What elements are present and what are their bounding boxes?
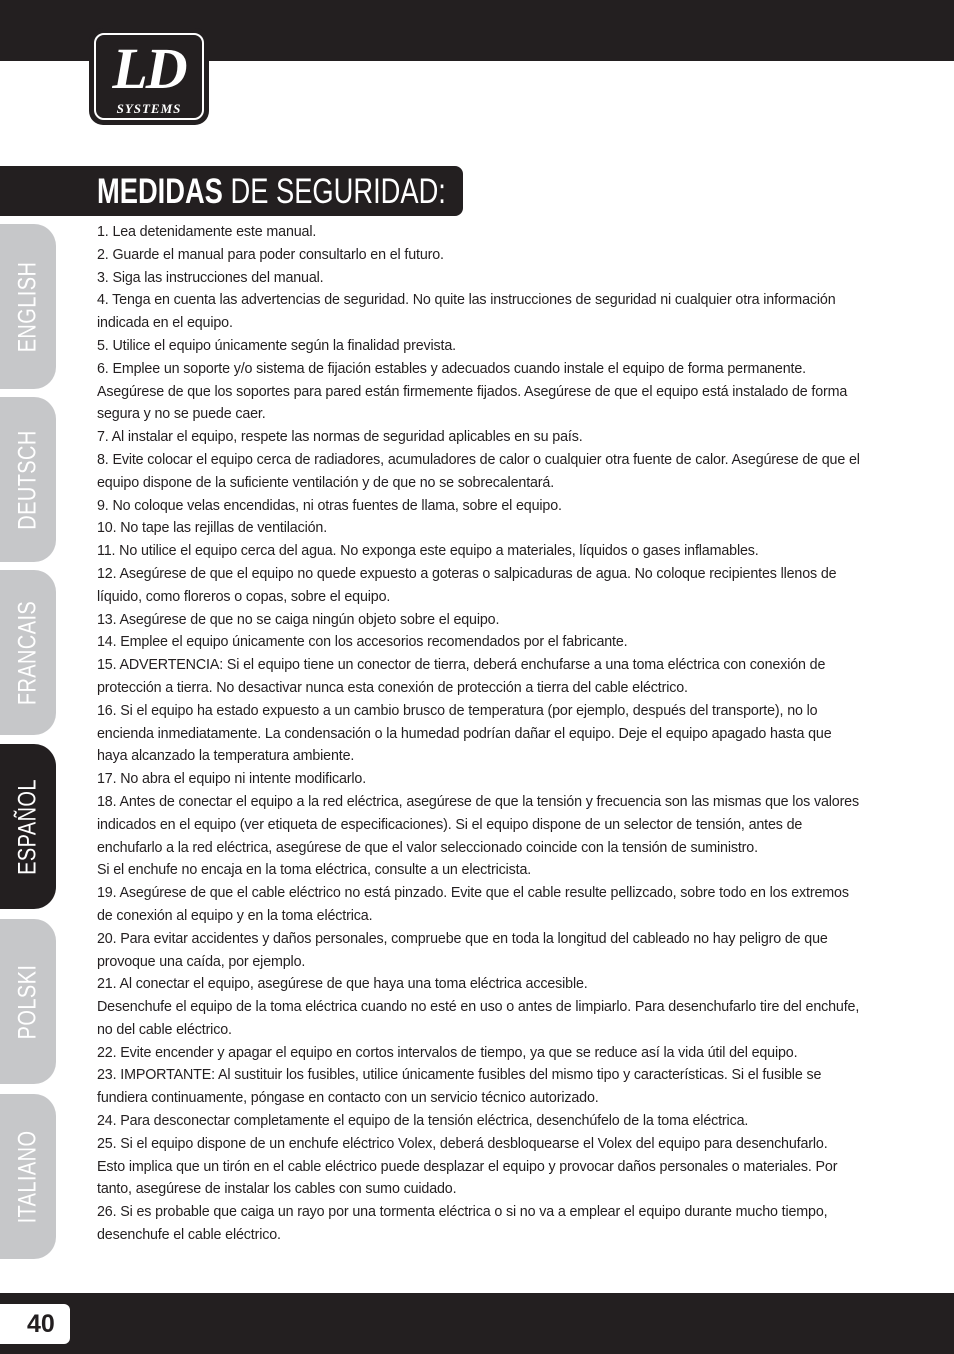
instruction-item: 12. Asegúrese de que el equipo no quede expuesto a goteras o salpicaduras de agua. No coloque recipientes llenos de líquido, como floreros o copas, sobre el equipo. [97,565,837,605]
instruction-item: 13. Asegúrese de que no se caiga ningún objeto sobre el equipo. [97,611,500,628]
language-tab-espanol[interactable] [0,744,56,909]
instruction-item: 21. Al conectar el equipo, asegúrese de que haya una toma eléctrica accesible. [97,976,588,993]
footer-bar [0,1293,954,1354]
instruction-item: Si el enchufe no encaja en la toma eléctrica, consulte a un electricista. [97,862,532,879]
instruction-item: Esto implica que un tirón en el cable eléctrico puede desplazar el equipo y provocar daños personales o materiales. Por tanto, asegúrese de instalar los cables con sumo cuidado. [97,1158,838,1198]
logo-mark: LD [112,36,186,101]
language-tab-label: POLSKI [13,964,42,1039]
instruction-item: 15. ADVERTENCIA: Si el equipo tiene un conector de tierra, deberá enchufarse a una toma eléctrica con conexión de protección a tierra. No desactivar nunca esta conexión de protección a tierra del cable eléctrico. [97,657,826,696]
instruction-item: 6. Emplee un soporte y/o sistema de fijación estables y adecuados cuando instale el equipo de forma permanente. Asegúrese de que los soportes para pared están firmemente fijados. Asegúrese de que el equipo está instalado de forma segura y no se puede caer. [97,360,848,423]
instruction-item: 5. Utilice el equipo únicamente según la finalidad prevista. [97,337,456,354]
title-bold: MEDIDAS [97,172,223,211]
ld-systems-logo [89,28,209,125]
safety-instructions [97,221,861,1247]
instruction-item: 7. Al instalar el equipo, respete las normas de seguridad aplicables en su país. [97,429,583,446]
instruction-item: 18. Antes de conectar el equipo a la red eléctrica, asegúrese de que la tensión y frecuencia son las mismas que los valores indicados en el equipo (ver etiqueta de especificaciones). Si el equipo dispone de un selector de tensión, antes de enchufarlo a la red eléctrica, asegúrese de que el valor seleccionado coincide con la tensión de suministro. [97,793,859,856]
instruction-item: 3. Siga las instrucciones del manual. [97,269,324,286]
instruction-item: 9. No coloque velas encendidas, ni otras fuentes de llama, sobre el equipo. [97,497,562,514]
logo-subtitle: SYSTEMS [116,101,182,116]
language-tab-polski[interactable] [0,919,56,1084]
instruction-item: 1. Lea detenidamente este manual. [97,224,317,240]
language-tab-italiano[interactable] [0,1094,56,1259]
instruction-item: 11. No utilice el equipo cerca del agua. No exponga este equipo a materiales, líquidos o gases inflamables. [97,543,759,560]
instruction-item: 17. No abra el equipo ni intente modificarlo. [97,771,367,788]
instruction-item: 23. IMPORTANTE: Al sustituir los fusibles, utilice únicamente fusibles del mismo tipo y características. Si el fusible se fundiera continuamente, póngase en contacto con un servicio técnico autorizado. [97,1067,822,1107]
instruction-item: 26. Si es probable que caiga un rayo por una tormenta eléctrica o si no va a emplear el equipo durante mucho tiempo, desenchufe el cable eléctrico. [97,1204,828,1244]
language-tab-label: ENGLISH [13,261,42,352]
language-tab-label: FRANCAIS [13,600,42,705]
instruction-item: 22. Evite encender y apagar el equipo en cortos intervalos de tiempo, ya que se reduce así la vida útil del equipo. [97,1044,798,1061]
language-tab-label: ESPAÑOL [13,778,42,875]
instruction-item: 25. Si el equipo dispone de un enchufe eléctrico Volex, deberá desbloquearse el Volex del equipo para desenchufarlo. [97,1135,828,1152]
language-tab-deutsch[interactable] [0,397,56,562]
language-tab-francais[interactable] [0,570,56,735]
instruction-item: 20. Para evitar accidentes y daños personales, compruebe que en toda la longitud del cableado no hay peligro de que provoque una caída, por ejemplo. [97,930,828,970]
instruction-item: 10. No tape las rejillas de ventilación. [97,520,328,537]
page-number: 40 [0,1304,70,1344]
instruction-item: 4. Tenga en cuenta las advertencias de seguridad. No quite las instrucciones de seguridad ni cualquier otra información indicada en el equipo. [97,292,836,332]
instruction-item: 24. Para desconectar completamente el equipo de la tensión eléctrica, desenchúfelo de la toma eléctrica. [97,1113,749,1130]
instruction-item: 19. Asegúrese de que el cable eléctrico no está pinzado. Evite que el cable resulte pellizcado, sobre todo en los extremos de conexión al equipo y en la toma eléctrica. [97,885,849,924]
instruction-item: 8. Evite colocar el equipo cerca de radiadores, acumuladores de calor o cualquier otra fuente de calor. Asegúrese de que el equipo dispone de la suficiente ventilación y de que no se sobrecalentará. [97,451,860,491]
language-tab-english[interactable] [0,224,56,389]
instruction-item: 2. Guarde el manual para poder consultarlo en el futuro. [97,246,444,263]
language-tab-label: DEUTSCH [13,429,42,530]
logo-frame [94,33,204,120]
instruction-item: 16. Si el equipo ha estado expuesto a un cambio brusco de temperatura (por ejemplo, después del transporte), no lo encienda inmediatamente. La condensación o la humedad podrían dañar el equipo. Deje el equipo apagado hasta que haya alcanzado la temperatura ambiente. [97,702,832,765]
instruction-item: 14. Emplee el equipo únicamente con los accesorios recomendados por el fabricante. [97,634,628,651]
language-tab-label: ITALIANO [13,1130,42,1223]
title-rest: DE SEGURIDAD: [222,172,446,211]
instruction-item: Desenchufe el equipo de la toma eléctrica cuando no esté en uso o antes de limpiarlo. Para desenchufarlo tire del enchufe, no del cable eléctrico. [97,999,860,1038]
page-title [97,169,446,215]
